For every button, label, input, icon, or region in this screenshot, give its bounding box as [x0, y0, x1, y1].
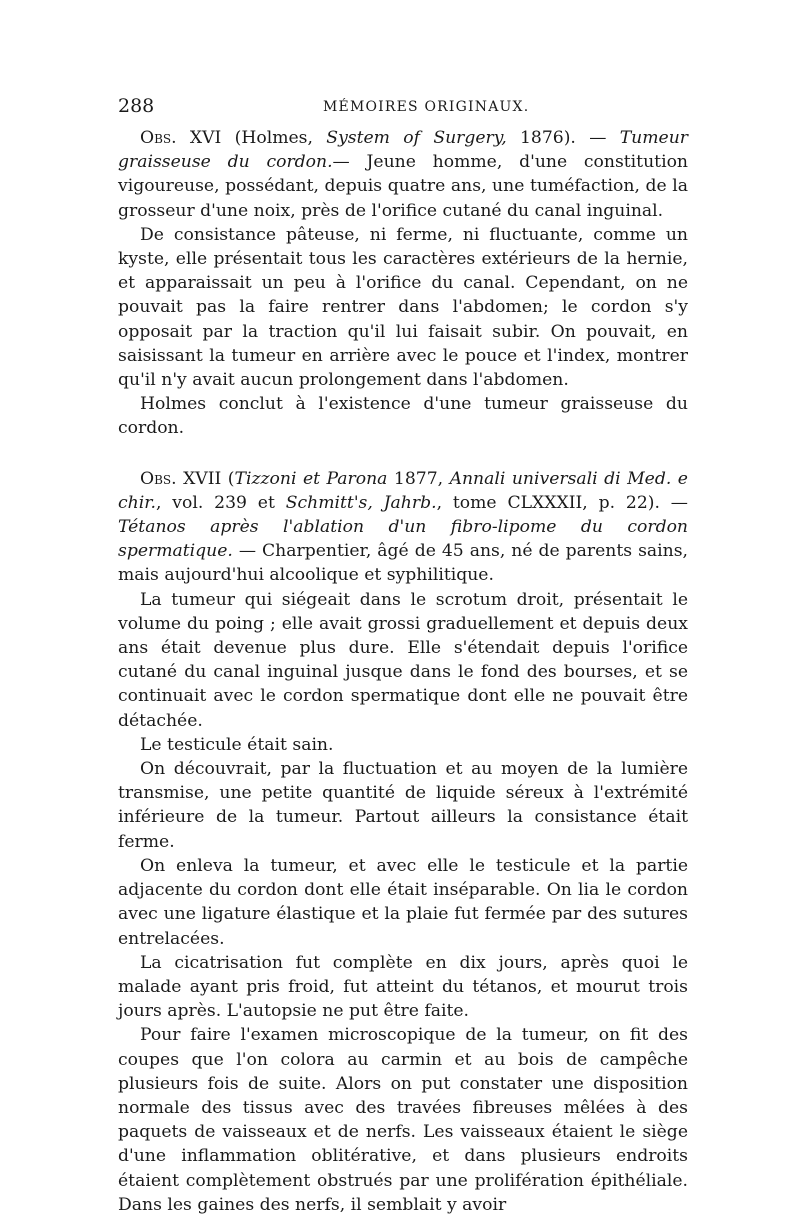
obs16-text-b: 1876). —	[506, 128, 620, 148]
obs17-paragraph-4: On découvrait, par la fluctuation et au moyen de la lumière transmise, une petite quantité de liquide séreux à l'extrémité inférieure de la tumeur. Partout ailleurs la consistance était ferme.	[118, 759, 688, 852]
obs17-text-a: (	[221, 468, 235, 489]
obs17-paragraph-7: Pour faire l'examen microscopique de la tumeur, on fit des coupes que l'on colora au carmin et au bois de campêche plusieurs fois de suite. Alors on put constater une disposition normale des tissus avec des travées fibreuses mêlées à des paquets de vaisseaux et de nerfs. Les vaisseaux étaient le siège d'une inflammation oblitérative, et dans plusieurs endroits étaient complètement obstrués par une prolifération épithéliale. Dans les gaines des nerfs, il semblait y avoir	[118, 1025, 688, 1215]
page-number: 288	[118, 95, 155, 117]
page-header	[118, 95, 688, 125]
obs16-text-c: — Jeune homme, d'une constitution vigoureuse, possédant, depuis quatre ans, une tuméfaction, de la grosseur d'une noix, près de l'orifice cutané du canal inguinal.	[118, 152, 688, 221]
obs17-intro-paragraph	[118, 467, 688, 588]
obs17-label: Obs. XVII	[140, 468, 222, 489]
obs16-intro-paragraph	[118, 126, 688, 223]
running-title: MÉMOIRES ORIGINAUX.	[323, 99, 530, 115]
obs17-authors: Tizzoni et Parona	[234, 468, 388, 489]
obs17-text-b: 1877,	[387, 468, 450, 489]
obs17-text-d: , tome CLXXXII, p. 22). —	[436, 492, 688, 513]
obs16-reference: System of Surgery,	[326, 128, 507, 148]
obs17-journal-1: Annali universali di Med. e chir.	[118, 468, 688, 513]
obs16-text-a: (Holmes,	[221, 128, 327, 148]
obs16-title: Tumeur graisseuse du cordon.	[118, 128, 688, 173]
obs16-paragraph-3: Holmes conclut à l'existence d'une tumeur graisseuse du cordon.	[118, 394, 688, 439]
obs17-paragraph-6: La cicatrisation fut complète en dix jours, après quoi le malade ayant pris froid, fut atteint du tétanos, et mourut trois jours après. L'autopsie ne put être faite.	[118, 952, 688, 1022]
obs17-text-e: — Charpentier, âgé de 45 ans, né de parents sains, mais aujourd'hui alcoolique et syphilitique.	[118, 541, 688, 586]
obs16-paragraph-2: De consistance pâteuse, ni ferme, ni fluctuante, comme un kyste, elle présentait tous les caractères extérieurs de la hernie, et apparaissait un peu à l'orifice du canal. Cependant, on ne pouvait pas la faire rentrer dans l'abdomen; le cordon s'y opposait par la traction qu'il lui faisait subir. On pouvait, en saisissant la tumeur en arrière avec le pouce et l'index, montrer qu'il n'y avait aucun prolongement dans l'abdomen.	[118, 224, 688, 391]
obs17-paragraph-2: La tumeur qui siégeait dans le scrotum droit, présentait le volume du poing ; elle avait grossi graduellement et depuis deux ans était devenue plus dure. Elle s'étendait depuis l'orifice cutané du canal inguinal jusque dans le fond des bourses, et se continuait avec le cordon spermatique dont elle ne pouvait être détachée.	[118, 589, 688, 731]
section-gap	[118, 441, 688, 467]
obs17-paragraph-3: Le testicule était sain.	[140, 734, 334, 755]
obs17-journal-2: Schmitt's, Jahrb.	[285, 492, 437, 513]
obs16-label: Obs. XVI	[140, 128, 222, 148]
page-body	[118, 126, 688, 1217]
obs17-text-c: , vol. 239 et	[155, 492, 286, 513]
obs17-title: Tétanos après l'ablation d'un fibro-lipome du cordon spermatique.	[118, 517, 688, 562]
obs17-paragraph-5: On enleva la tumeur, et avec elle le testicule et la partie adjacente du cordon dont elle était inséparable. On lia le cordon avec une ligature élastique et la plaie fut fermée par des sutures entrelacées.	[118, 855, 688, 949]
